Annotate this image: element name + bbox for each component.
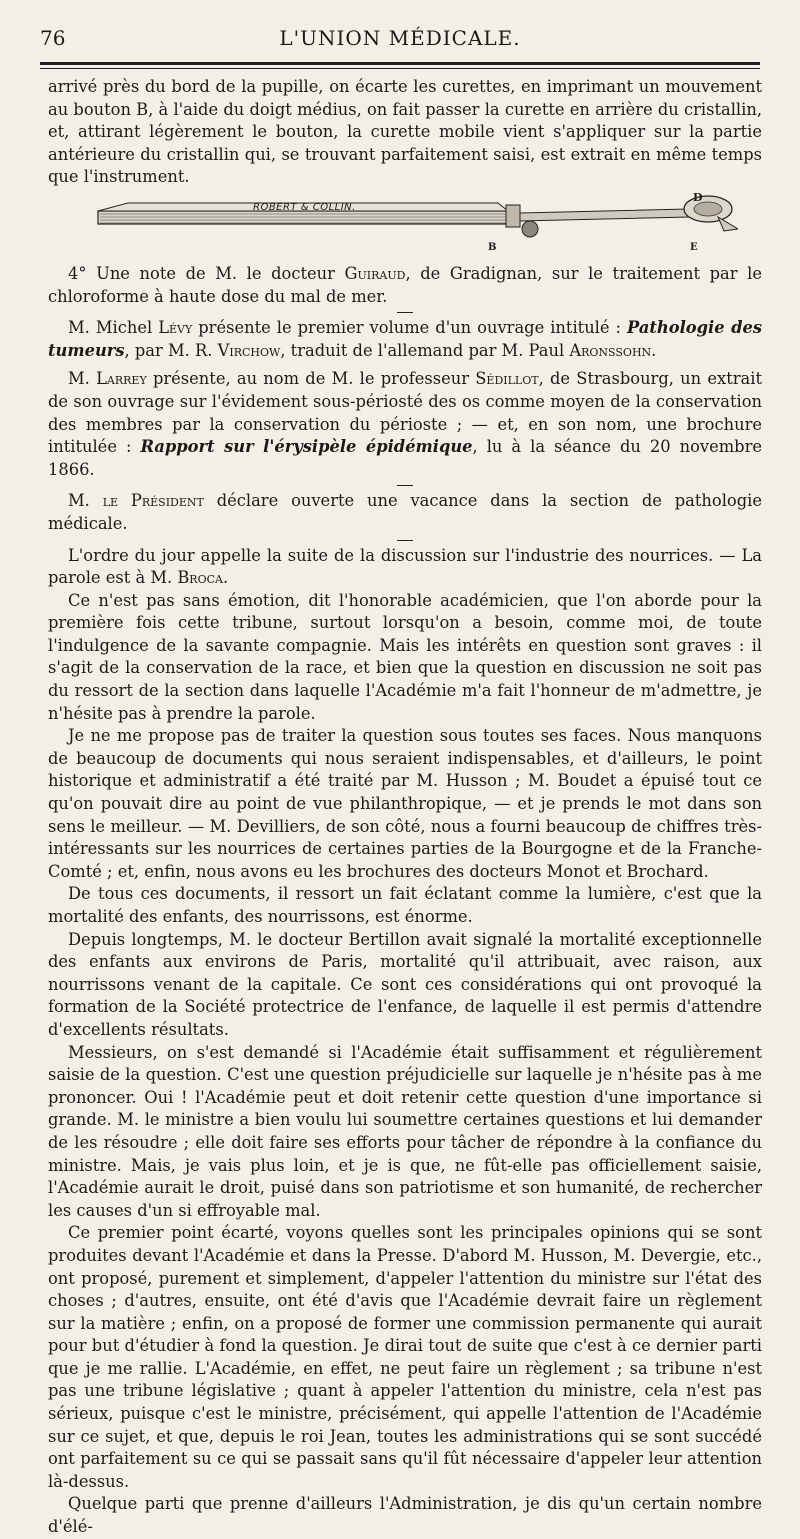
paragraph-guiraud-note: 4° Une note de M. le docteur Guiraud, de Gradignan, sur le traitement par le chloroforme à haute dose du mal de mer.: [48, 263, 762, 306]
section-dash: [397, 312, 413, 313]
paragraph-academy-question: Messieurs, on s'est demandé si l'Académie était suffisamment et régulièrement saisie de la question. C'est une question préjudicielle sur laquelle je n'hésite pas à me prononcer. Oui ! l'Académie peut et doit retenir cette question d'une importance si grande. M. le ministre a bien voulu lui soumettre certaines questions et lui demander de les résoudre ; elle doit faire ses efforts pour tâcher de répondre à la confiance du ministre. Mais, je vais plus loin, et je is que, ne fût-elle pas officiellement saisie, l'Académie aurait le droit, puisé dans son patriotisme et son humanité, de rechercher les causes d'un si effroyable mal.: [48, 1042, 762, 1220]
figure-maker-label: ROBERT & COLLIN.: [253, 201, 356, 213]
paragraph-administration: Quelque parti que prenne d'ailleurs l'Administration, je dis qu'un certain nombre d'élé-: [48, 1494, 762, 1537]
paragraph-order-of-day: L'ordre du jour appelle la suite de la discussion sur l'industrie des nourrices. — La parole est à M. Broca.: [48, 545, 762, 588]
article-body: [48, 76, 762, 1539]
paragraph-bertillon: Depuis longtemps, M. le docteur Bertillon avait signalé la mortalité exceptionnelle des enfants aux environs de Paris, mortalité qu'il attribuait, avec raison, aux nourrissons venant de la capitale. Ce sont ces considérations qui ont provoqué la formation de la Société protectrice de l'enfance, de laquelle il est permis d'attendre d'excellents résultats.: [48, 929, 762, 1039]
instrument-figure: [48, 191, 762, 261]
cataract-curette-illustration: [78, 191, 738, 257]
header-rule: [40, 62, 760, 69]
section-dash: [397, 540, 413, 541]
paragraph-documents: Je ne me propose pas de traiter la question sous toutes ses faces. Nous manquons de beaucoup de documents qui nous seraient indispensables, et d'ailleurs, le point historique et administratif a été traité par M. Husson ; M. Boudet a épuisé tout ce qu'on pouvait dire au point de vue philanthropique, — et je prends le mot dans son sens le meilleur. — M. Devilliers, de son côté, nous a fourni beaucoup de chiffres très-intéressants sur les nourrices de certaines parties de la Bourgogne et de la Franche-Comté ; et, enfin, nous avons eu les brochures des docteurs Monot et Brochard.: [48, 726, 762, 881]
figure-letter-b: B: [488, 241, 497, 253]
paragraph-mortality: De tous ces documents, il ressort un fait éclatant comme la lumière, c'est que la mortalité des enfants, des nourrissons, est énorme.: [48, 884, 762, 926]
page-header: [40, 20, 760, 54]
section-dash: [397, 485, 413, 486]
paragraph-opinions: Ce premier point écarté, voyons quelles sont les principales opinions qui se sont produites devant l'Académie et dans la Presse. D'abord M. Husson, M. Devergie, etc., ont proposé, purement et simplement, d'appeler l'attention du ministre sur l'état des choses ; d'autres, ensuite, ont été d'avis que l'Académie devrait faire un règlement sur la matière ; enfin, on a proposé de former une commission permanente qui aurait pour but d'étudier à fond la question. Je dirai tout de suite que c'est à ce dernier parti que je me rallie. L'Académie, en effet, ne peut faire un règlement ; sa tribune n'est pas une tribune législative ; quant à appeler l'attention du ministre, cela n'est pas sérieux, puisque c'est le ministre, précisément, qui appelle l'attention de l'Académie sur ce sujet, et que, depuis le roi Jean, toutes les administrations qui se sont succédé ont parfaitement su ce qui se passait sans qu'il fût nécessaire d'appeler leur attention là-dessus.: [48, 1223, 762, 1491]
page-number: 76: [40, 26, 66, 50]
paragraph-larrey: M. Larrey présente, au nom de M. le professeur Sédillot, de Strasbourg, un extrait de son ouvrage sur l'évidement sous-périosté des os comme moyen de la conservation des membres par la conservation du périoste ; — et, en son nom, une brochure intitulée : Rapport sur l'érysipèle épidémique, lu à la séance du 20 novembre 1866.: [48, 369, 762, 479]
paragraph-levy: M. Michel Lévy présente le premier volume d'un ouvrage intitulé : Pathologie des tumeurs, par M. R. Virchow, traduit de l'allemand par M. Paul Aronssohn.: [48, 318, 762, 360]
figure-letter-e: E: [690, 241, 698, 253]
paragraph-president: M. le Président déclare ouverte une vacance dans la section de pathologie médicale.: [48, 491, 762, 533]
journal-title: L'UNION MÉDICALE.: [279, 26, 521, 50]
figure-letter-d: D: [693, 190, 703, 204]
paragraph-broca-intro: Ce n'est pas sans émotion, dit l'honorable académicien, que l'on aborde pour la première fois cette tribune, surtout lorsqu'on a besoin, comme moi, de toute l'indulgence de la savante compagnie. Mais les intérêts en question sont graves : il s'agit de la conservation de la race, et bien que la question en discussion ne soit pas du ressort de la section dans laquelle l'Académie m'a fait l'honneur de m'admettre, je n'hésite pas à prendre la parole.: [48, 590, 762, 723]
paragraph-instrument-description: arrivé près du bord de la pupille, on écarte les curettes, en imprimant un mouvement au bouton B, à l'aide du doigt médius, on fait passer la curette en arrière du cristallin, et, attirant légèrement le bouton, la curette mobile vient s'appliquer sur la partie antérieure du cristallin qui, se trouvant parfaitement saisi, est extrait en même temps que l'instrument.: [48, 77, 762, 187]
